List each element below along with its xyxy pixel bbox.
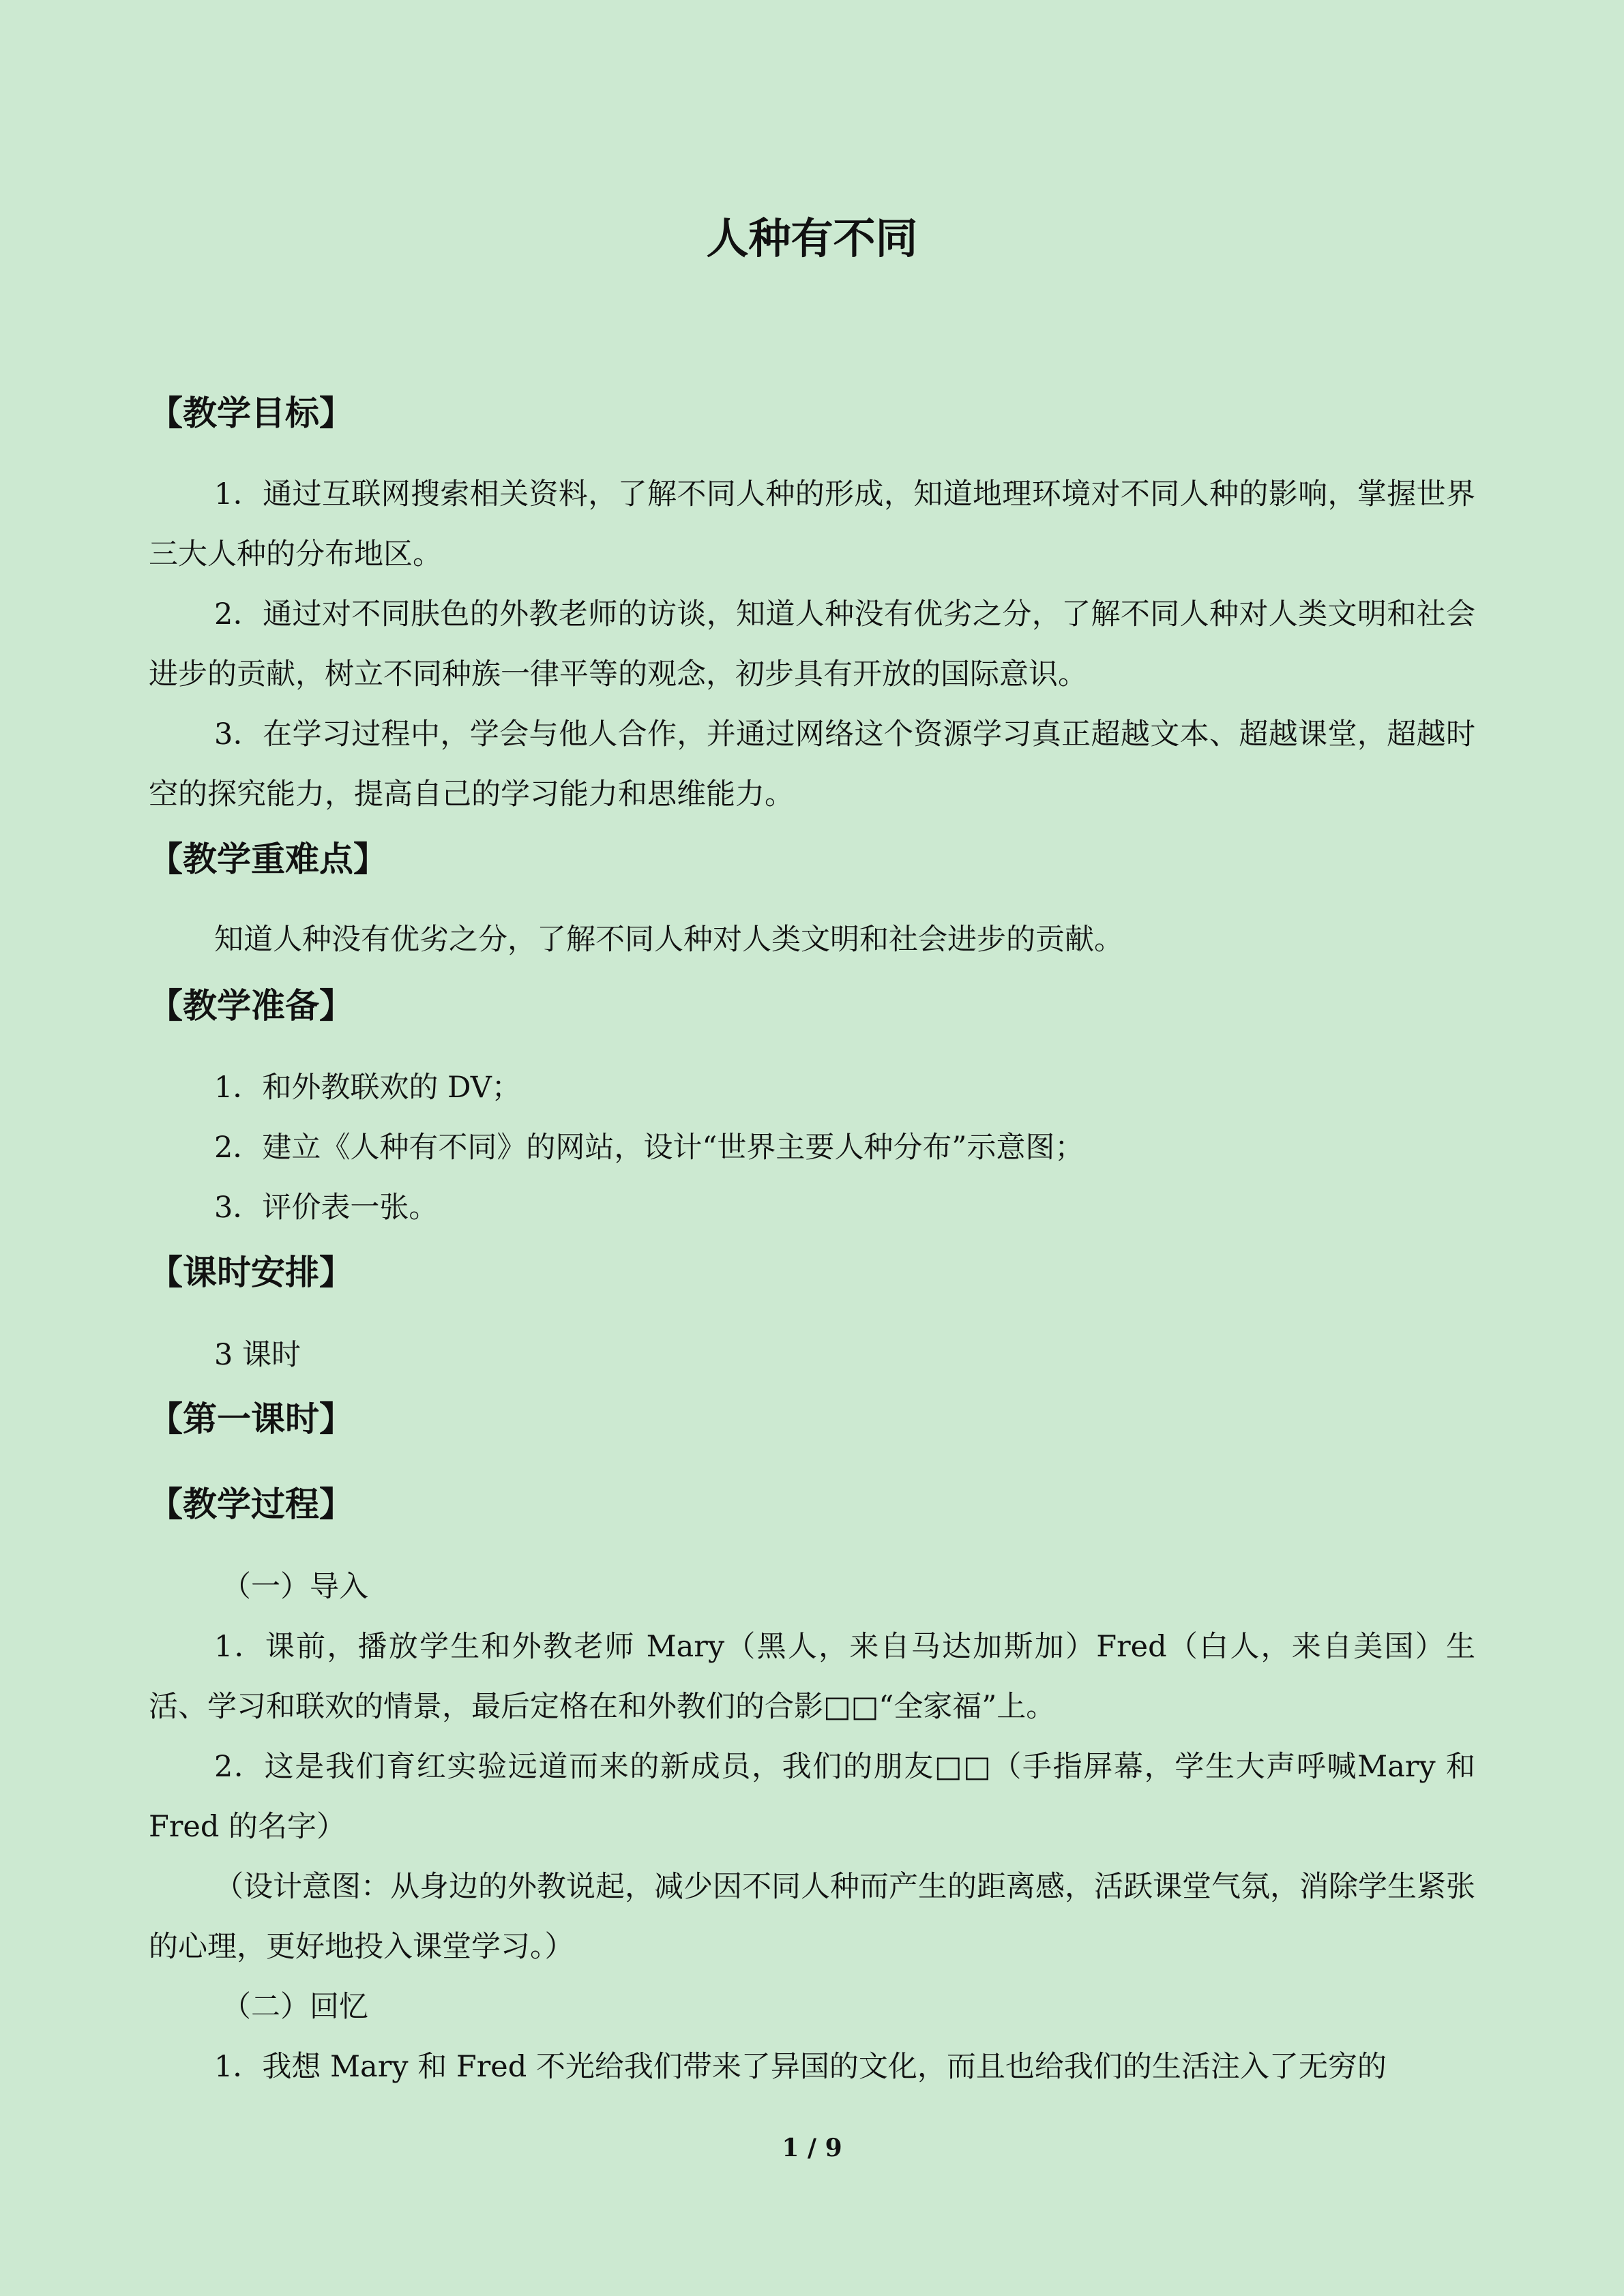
key-points-text: 知道人种没有优劣之分，了解不同人种对人类文明和社会进步的贡献。 <box>214 923 1123 957</box>
preparation-item-1: 1．和外教联欢的 DV； <box>214 1071 521 1105</box>
preparation-item-2: 2．建立《人种有不同》的网站，设计“世界主要人种分布”示意图； <box>214 1131 1084 1165</box>
schedule-text: 3 课时 <box>214 1338 301 1372</box>
goal-item-1: 1．通过互联网搜索相关资料，了解不同人种的形成，知道地理环境对不同人种的影响，掌握世界三大人种的分布地区。 <box>149 477 1475 571</box>
process-intro-design-note: （设计意图：从身边的外教说起，减少因不同人种而产生的距离感，活跃课堂气氛，消除学生紧张的心理，更好地投入课堂学习。） <box>149 1870 1475 1964</box>
heading-teaching-process: 【教学过程】 <box>149 1485 353 1524</box>
page-number: 1 / 9 <box>782 2134 842 2162</box>
preparation-item-3: 3．评价表一张。 <box>214 1191 439 1225</box>
heading-preparation: 【教学准备】 <box>149 986 353 1026</box>
heading-teaching-goals: 【教学目标】 <box>149 393 353 433</box>
process-recall-label: （二）回忆 <box>222 1990 368 2024</box>
heading-first-lesson: 【第一课时】 <box>149 1399 353 1439</box>
heading-schedule: 【课时安排】 <box>149 1253 353 1292</box>
process-intro-label: （一）导入 <box>222 1570 368 1604</box>
heading-key-points: 【教学重难点】 <box>149 839 387 879</box>
process-recall-item-1: 1．我想 Mary 和 Fred 不光给我们带来了异国的文化，而且也给我们的生活注入了无穷的 <box>214 2050 1387 2084</box>
process-intro-item-2: 2．这是我们育红实验远道而来的新成员，我们的朋友□□（手指屏幕，学生大声呼喊Mary 和 Fred 的名字） <box>149 1750 1475 1844</box>
goal-item-2: 2．通过对不同肤色的外教老师的访谈，知道人种没有优劣之分，了解不同人种对人类文明和社会进步的贡献，树立不同种族一律平等的观念，初步具有开放的国际意识。 <box>149 597 1475 691</box>
process-intro-item-1: 1．课前，播放学生和外教老师 Mary（黑人，来自马达加斯加）Fred（白人，来自美国）生活、学习和联欢的情景，最后定格在和外教们的合影□□“全家福”上。 <box>149 1630 1475 1724</box>
document-title: 人种有不同 <box>706 213 918 263</box>
goal-item-3: 3．在学习过程中，学会与他人合作，并通过网络这个资源学习真正超越文本、超越课堂，超越时空的探究能力，提高自己的学习能力和思维能力。 <box>149 717 1475 811</box>
